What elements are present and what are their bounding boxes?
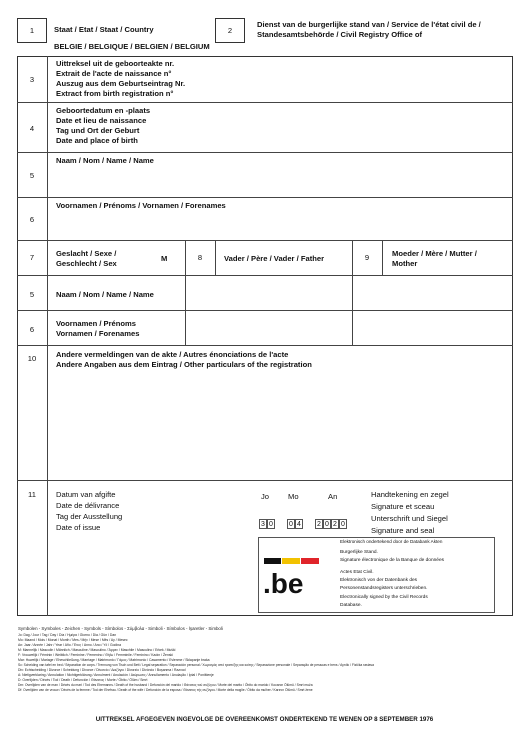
row-divider (17, 310, 513, 311)
row-divider (17, 240, 513, 241)
symbols-line: Mar: Huwelijk / Mariage / Eheschließung / Marriage / Matrimonio / Γάμος / Matrimonio / Casamento / Evlenme / Sklapanje braka (18, 658, 210, 662)
be-logo (262, 556, 326, 600)
day-digit: 3 (259, 519, 267, 529)
signature-label-en: Signature and seal (371, 526, 435, 535)
column-divider (215, 240, 216, 275)
parents-name-label: Naam / Nom / Name / Name (56, 290, 154, 299)
stamp-line: Elektronisch von der Datenbank des (340, 578, 418, 583)
stamp-line: Database. (340, 603, 362, 608)
row-divider (17, 345, 513, 346)
month-digit: 0 (287, 519, 295, 529)
country-label: Staat / Etat / Staat / Country (54, 25, 154, 34)
row-divider (17, 152, 513, 153)
column-divider (382, 240, 383, 275)
father-label: Vader / Père / Vader / Father (224, 254, 325, 263)
issue-date-label-en: Date of issue (56, 523, 101, 532)
row-divider (17, 480, 513, 481)
month-header: Mo (288, 492, 299, 501)
stamp-line: Actes Etat Civil. (340, 570, 374, 575)
extract-number-label-nl: Uittreksel uit de geboorteakte nr. (56, 59, 175, 68)
field-number-7: 7 (29, 253, 35, 262)
sex-label-1: Geslacht / Sexe / (56, 249, 117, 258)
country-value: BELGIE / BELGIQUE / BELGIEN / BELGIUM (54, 42, 210, 51)
stamp-header: Elektronisch ondertekend door de Databank Akten (340, 539, 443, 544)
year-digit: 2 (331, 519, 339, 529)
symbols-line: Jo: Dag / Jour / Tag / Day / Día / Ημέρα / Giorno / Dia / Gün / Dan (18, 633, 117, 637)
row-divider (17, 102, 513, 103)
parents-forenames-label-1: Voornamen / Prénoms (56, 319, 137, 328)
birth-date-label-de: Tag und Ort der Geburt (56, 126, 140, 135)
sex-value: M (161, 254, 168, 263)
field-number-8: 8 (197, 253, 203, 262)
field-number-5: 5 (29, 171, 35, 180)
birth-date-label-fr: Date et lieu de naissance (56, 116, 147, 125)
field-number-10: 10 (27, 354, 37, 363)
birth-date-label-nl: Geboortedatum en -plaats (56, 106, 151, 115)
field-number-4: 4 (29, 124, 35, 133)
field-number-1: 1 (29, 26, 35, 35)
mother-label-1: Moeder / Mère / Mutter / (392, 249, 477, 258)
office-label-1: Dienst van de burgerlijke stand van / Service de l'état civil de / (257, 20, 481, 29)
day-header: Jo (261, 492, 270, 501)
year-digit: 2 (315, 519, 323, 529)
symbols-line: Mo: Maand / Mois / Monat / Month / Mes / Μήν / Mese / Mês / Ay / Mesec (18, 638, 128, 642)
issue-date-label-nl: Datum van afgifte (56, 490, 116, 499)
be-logo-text: .be (263, 568, 304, 599)
field-number-2: 2 (227, 26, 233, 35)
sex-label-2: Geschlecht / Sex (56, 259, 117, 268)
symbols-line: Dm: Overlijden van de man / Décès du mari / Tod des Ehemanns / Death of the husband / Defunción del marido / Θάνατος τού συζύγου / Morte del marito / Óbito do marido / Kocanın Ölümü / Smrt muža (18, 683, 313, 687)
name-label: Naam / Nom / Name / Name (56, 156, 154, 165)
field-number-5-parents: 5 (29, 290, 35, 299)
signature-label-de: Unterschrift und Siegel (371, 514, 448, 523)
field-number-6-parents: 6 (29, 325, 35, 334)
stamp-line: Signature électronique de la Banque de données (340, 558, 445, 563)
month-digit: 4 (295, 519, 303, 529)
row-divider (17, 197, 513, 198)
symbols-line: Sc: Scheiding van tafel en bed / Séparation de corps / Trennung von Tisch und Bett / Legal separation / Separación personal / Χωρισμός από τραπέζης και κοίτης / Separazione personale / Separação de pessoas e bens / Ayrılık / Fizička rastava (18, 663, 374, 667)
field-number-11: 11 (28, 490, 36, 499)
symbols-line: Df: Overlijden van de vrouw / Décès de la femme / Tod der Ehefrau / Death of the wife / Defunción de la esposa / Θάνατος τής συζύγου / Morte della moglie / Óbito da mulher / Karının Ölümü / Smrt žene (18, 688, 313, 692)
stamp-line: Burgerlijke Stand. (340, 550, 378, 555)
other-particulars-label-2: Andere Angaben aus dem Eintrag / Other particulars of the registration (56, 360, 312, 369)
year-digit: 0 (323, 519, 331, 529)
extract-number-label-en: Extract from birth registration n° (56, 89, 174, 98)
extract-number-label-fr: Extrait de l'acte de naissance n° (56, 69, 172, 78)
row-divider (17, 275, 513, 276)
field-number-3: 3 (29, 75, 35, 84)
stamp-line: Electronically signed by the Civil Records (340, 595, 428, 600)
birth-date-label-en: Date and place of birth (56, 136, 138, 145)
mother-label-2: Mother (392, 259, 418, 268)
symbols-line: D: Overlijden / Décès / Tod / Death / Defunción / Θάνατος / Morte / Óbito / Ölüm / Smrt (18, 678, 148, 682)
day-digit: 0 (267, 519, 275, 529)
convention-footer: UITTREKSEL AFGEGEVEN INGEVOLGE DE OVEREENKOMST ONDERTEKEND TE WENEN OP 8 SEPTEMBER 1976 (95, 716, 434, 723)
extract-number-label-de: Auszug aus dem Geburtseintrag Nr. (56, 79, 186, 88)
other-particulars-label-1: Andere vermeldingen van de akte / Autres énonciations de l'acte (56, 350, 289, 359)
parents-forenames-label-2: Vornamen / Forenames (56, 329, 140, 338)
field-number-6: 6 (29, 215, 35, 224)
year-header: An (328, 492, 338, 501)
signature-label-nl: Handtekening en zegel (371, 490, 449, 499)
symbols-line: Div: Echtscheiding / Divorce / Scheidung / Divorce / Divorcio / Διαζύγιο / Divorzio / Divórcio / Boşanma / Razvod (18, 668, 186, 672)
stamp-line: Personenstandsregisters unterschrieben. (340, 586, 428, 591)
field-number-9: 9 (364, 253, 370, 262)
signature-label-fr: Signature et sceau (371, 502, 435, 511)
number-column-divider (47, 56, 48, 616)
symbols-line: A: Nietigverklaring / Annulation / Nichtigerklärung / Annulment / Anulación / Ακύρωσις / Annullamento / Anulação / İptal / Poništenje (18, 673, 214, 677)
year-digit: 0 (339, 519, 347, 529)
issue-date-label-de: Tag der Ausstellung (56, 512, 123, 521)
issue-date-label-fr: Date de délivrance (56, 501, 120, 510)
symbols-title: Symbolen - Symboles - Zeichen - Symbols - Símbolos - Σύμβολα - Simboli - Símbolos - İşaretler - Simboli (18, 626, 223, 631)
symbols-line: M: Mannelijk / Masculin / Männlich / Masculine / Masculino / Άρρεν / Maschile / Masculino / Erkek / Muški (18, 648, 176, 652)
forenames-label: Voornamen / Prénoms / Vornamen / Forenames (56, 201, 226, 210)
office-label-2: Standesamtsbehörde / Civil Registry Office of (257, 30, 422, 39)
symbols-line: An: Jaar / Année / Jahr / Year / Año / Έτος / Anno / Ano / Yıl / Godina (18, 643, 121, 647)
symbols-line: F: Vrouwelijk / Féminin / Weiblich / Feminine / Femenino / Θήλυ / Femminile / Feminino / Kadın / Ženski (18, 653, 173, 657)
